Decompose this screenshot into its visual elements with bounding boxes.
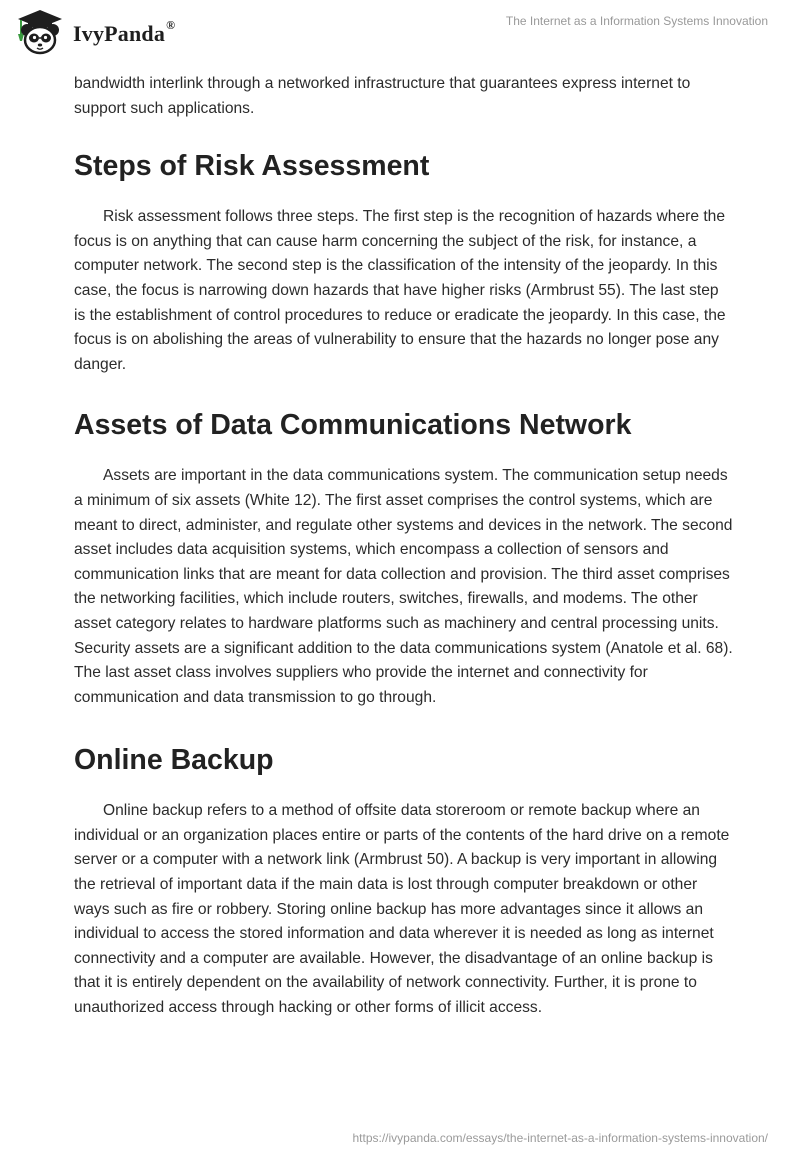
document-title: The Internet as a Information Systems Innovation bbox=[505, 14, 768, 28]
section-heading-online-backup: Online Backup bbox=[74, 744, 274, 777]
section-body-assets: Assets are important in the data communications system. The communication setup needs a minimum of six assets (White 12). The first asset comprises the control systems, which are meant to direct, administer, and regulate other systems and devices in the network. The second asset includes data acquisition systems, which encompass a collection of sensors and communication links that are meant for data collection and provision. The third asset comprises the networking facilities, which include routers, switches, firewalls, and modems. The other asset category relates to hardware platforms such as machinery and central processing units. Security assets are a significant addition to the data communications system (Anatole et al. 68). The last asset class involves suppliers who provide the internet and connectivity for communication and data transmission to go through. bbox=[74, 467, 733, 706]
panda-graduate-icon bbox=[15, 8, 65, 56]
section-heading-assets: Assets of Data Communications Network bbox=[74, 409, 632, 442]
brand-name: IvyPanda® bbox=[73, 18, 176, 46]
ivypanda-logo[interactable] bbox=[15, 8, 175, 56]
page-header bbox=[0, 0, 800, 66]
intro-paragraph: bandwidth interlink through a networked infrastructure that guarantees express internet to support such applications. bbox=[74, 75, 691, 117]
section-heading-risk-assessment: Steps of Risk Assessment bbox=[74, 150, 430, 183]
section-body-online-backup: Online backup refers to a method of offsite data storeroom or remote backup where an individual or an organization places entire or parts of the contents of the hard drive on a remote server or a computer with a network link (Armbrust 50). A backup is very important in allowing the retrieval of important data if the main data is lost through computer breakdown or other ways such as fire or robbery. Storing online backup has more advantages since it allows an individual to access the stored information and data wherever it is needed as long as internet connectivity and a computer are available. However, the disadvantage of an online backup is that it is entirely dependent on the availability of network connectivity. Further, it is prone to unauthorized access through hacking or other forms of illicit access. bbox=[74, 802, 730, 1017]
source-url[interactable]: https://ivypanda.com/essays/the-internet-as-a-information-systems-innovation/ bbox=[352, 1131, 768, 1145]
essay-content bbox=[74, 72, 734, 1021]
section-body-risk-assessment: Risk assessment follows three steps. The first step is the recognition of hazards where the focus is on anything that can cause harm concerning the subject of the risk, for instance, a computer network. The second step is the classification of the intensity of the jeopardy. In this case, the focus is narrowing down hazards that have higher risks (Armbrust 55). The last step is the establishment of control procedures to reduce or eradicate the jeopardy. In this case, the focus is on abolishing the areas of vulnerability to ensure that the hazards no longer pose any danger. bbox=[74, 208, 726, 373]
